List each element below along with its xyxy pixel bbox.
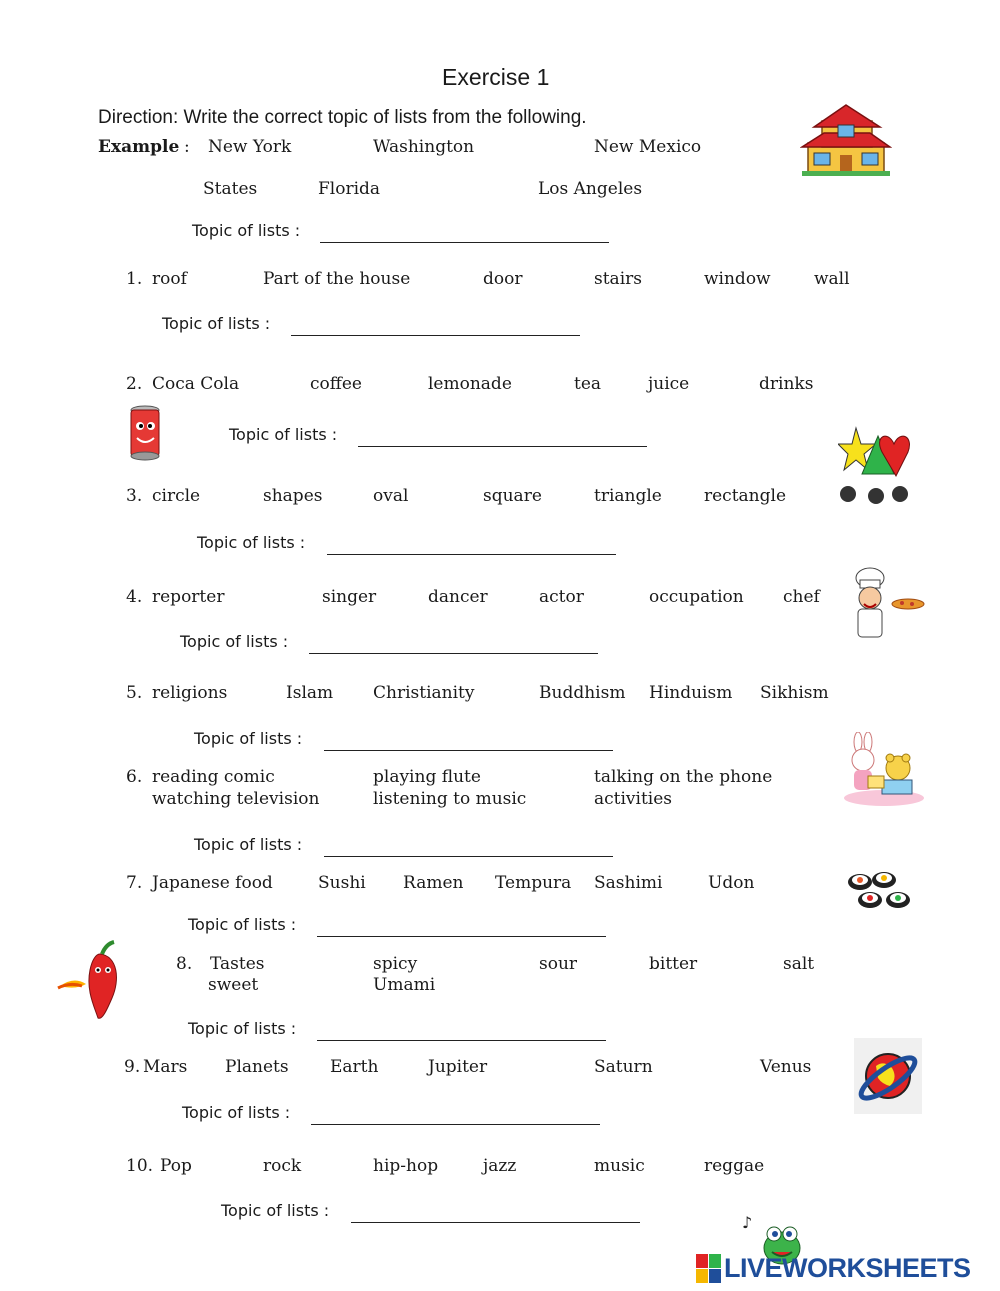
list-word: Buddhism <box>539 683 626 703</box>
item-number: 10. <box>126 1156 154 1176</box>
list-word: Tastes <box>210 954 265 974</box>
item-number: 5. <box>126 683 143 703</box>
list-word: Udon <box>708 873 755 893</box>
list-word: Jupiter <box>428 1057 488 1077</box>
list-word: activities <box>594 789 673 809</box>
example-word: New York <box>208 137 292 157</box>
answer-input-8[interactable] <box>317 1016 606 1041</box>
list-word: Coca Cola <box>152 374 240 394</box>
list-word: actor <box>539 587 584 607</box>
list-word: sour <box>539 954 578 974</box>
list-word: religions <box>152 683 228 703</box>
topic-label: Topic of lists : <box>182 1103 291 1122</box>
list-word: triangle <box>594 486 662 506</box>
list-word: music <box>594 1156 645 1176</box>
list-word: Sikhism <box>760 683 829 703</box>
list-word: drinks <box>759 374 814 394</box>
topic-label: Topic of lists : <box>221 1201 330 1220</box>
list-word: talking on the phone <box>594 767 773 787</box>
list-word: wall <box>814 269 850 289</box>
list-word: sweet <box>208 975 259 995</box>
answer-input-3[interactable] <box>327 530 616 555</box>
live-letters-icon <box>696 1254 722 1284</box>
answer-input-2[interactable] <box>358 422 647 447</box>
topic-label: Topic of lists : <box>229 425 338 444</box>
topic-label: Topic of lists : <box>197 533 306 552</box>
example-colon: : <box>184 137 190 157</box>
list-word: Mars <box>143 1057 188 1077</box>
item-number: 4. <box>126 587 143 607</box>
topic-label: Topic of lists : <box>194 729 303 748</box>
sushi-icon <box>846 868 914 912</box>
svg-text:♪: ♪ <box>742 1213 753 1232</box>
list-word: reading comic <box>152 767 275 787</box>
list-word: rock <box>263 1156 302 1176</box>
list-word: square <box>483 486 542 506</box>
list-word: hip-hop <box>373 1156 439 1176</box>
list-word: coffee <box>310 374 362 394</box>
list-word: jazz <box>483 1156 517 1176</box>
planet-icon <box>854 1038 922 1114</box>
topic-label: Topic of lists : <box>162 314 271 333</box>
list-word: bitter <box>649 954 698 974</box>
list-word: Islam <box>286 683 334 703</box>
topic-label: Topic of lists : <box>194 835 303 854</box>
page-title: Exercise 1 <box>442 64 550 90</box>
list-word: Japanese food <box>152 873 273 893</box>
brand-logo-text: LIVEWORKSHEETS <box>724 1253 971 1283</box>
list-word: Earth <box>330 1057 379 1077</box>
direction-text: Direction: Write the correct topic of lists from the following. <box>98 107 587 128</box>
topic-label: Topic of lists : <box>188 1019 297 1038</box>
answer-input-6[interactable] <box>324 832 613 857</box>
list-word: oval <box>373 486 409 506</box>
item-number: 8. <box>176 954 193 974</box>
item-number: 1. <box>126 269 143 289</box>
example-word: New Mexico <box>594 137 702 157</box>
house-icon <box>800 103 892 177</box>
list-word: occupation <box>649 587 744 607</box>
answer-input-10[interactable] <box>351 1198 640 1223</box>
list-word: Pop <box>160 1156 192 1176</box>
list-word: door <box>483 269 523 289</box>
list-word: Planets <box>225 1057 289 1077</box>
answer-input-1[interactable] <box>291 311 580 336</box>
list-word: juice <box>648 374 690 394</box>
item-number: 7. <box>126 873 143 893</box>
list-word: lemonade <box>428 374 512 394</box>
shapes-characters-icon <box>838 424 910 510</box>
answer-input-4[interactable] <box>309 629 598 654</box>
list-word: roof <box>152 269 187 289</box>
list-word: Part of the house <box>263 269 411 289</box>
list-word: Christianity <box>373 683 475 703</box>
topic-label: Topic of lists : <box>188 915 297 934</box>
reading-animals-icon <box>842 732 926 808</box>
list-word: reggae <box>704 1156 765 1176</box>
example-word: States <box>203 179 258 199</box>
chili-pepper-icon <box>56 940 128 1022</box>
item-number: 6. <box>126 767 143 787</box>
list-word: window <box>704 269 771 289</box>
topic-label: Topic of lists : <box>192 221 301 240</box>
list-word: stairs <box>594 269 642 289</box>
list-word: watching television <box>152 789 320 809</box>
example-word: Florida <box>318 179 381 199</box>
item-number: 9. <box>124 1057 141 1077</box>
list-word: playing flute <box>373 767 481 787</box>
answer-input-5[interactable] <box>324 726 613 751</box>
list-word: singer <box>322 587 377 607</box>
list-word: Saturn <box>594 1057 653 1077</box>
chef-icon <box>842 566 926 642</box>
list-word: dancer <box>428 587 488 607</box>
item-number: 3. <box>126 486 143 506</box>
list-word: Tempura <box>495 873 572 893</box>
example-label: Example <box>98 137 180 157</box>
example-word: Washington <box>373 137 475 157</box>
list-word: salt <box>783 954 815 974</box>
list-word: circle <box>152 486 201 506</box>
list-word: chef <box>783 587 820 607</box>
list-word: Hinduism <box>649 683 733 703</box>
list-word: tea <box>574 374 602 394</box>
list-word: Sushi <box>318 873 366 893</box>
list-word: Ramen <box>403 873 464 893</box>
list-word: Venus <box>760 1057 812 1077</box>
list-word: spicy <box>373 954 418 974</box>
example-answer-input[interactable] <box>320 218 609 243</box>
topic-label: Topic of lists : <box>180 632 289 651</box>
list-word: reporter <box>152 587 225 607</box>
list-word: Umami <box>373 975 436 995</box>
soda-can-icon <box>124 404 166 462</box>
answer-input-7[interactable] <box>317 912 606 937</box>
answer-input-9[interactable] <box>311 1100 600 1125</box>
list-word: listening to music <box>373 789 527 809</box>
item-number: 2. <box>126 374 143 394</box>
list-word: rectangle <box>704 486 787 506</box>
list-word: Sashimi <box>594 873 663 893</box>
list-word: shapes <box>263 486 323 506</box>
example-word: Los Angeles <box>538 179 643 199</box>
